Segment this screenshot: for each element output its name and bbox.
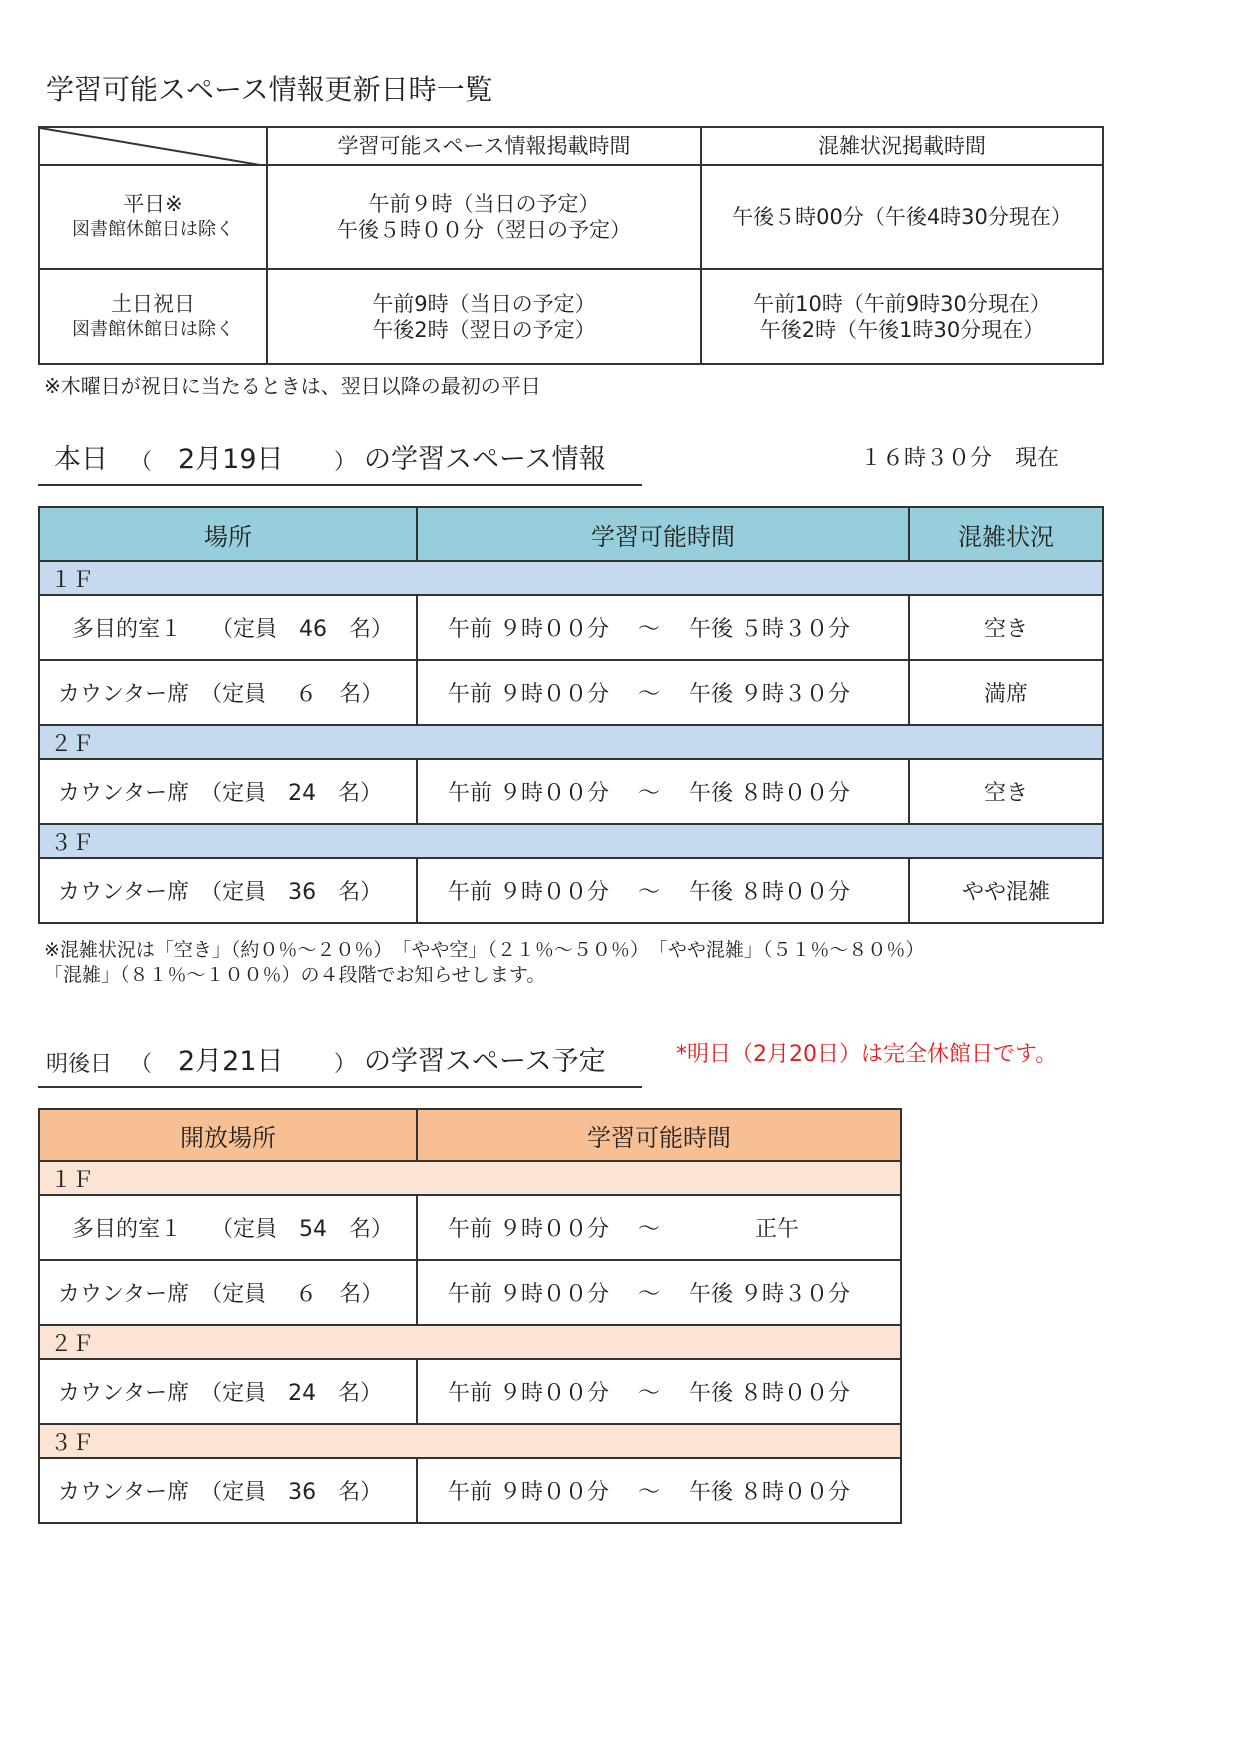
table-row-place: カウンター席 （定員 36 名） — [39, 858, 417, 923]
plan-suffix: の学習スペース予定 — [364, 1046, 606, 1077]
table-row-place: カウンター席 （定員 ６ 名） — [39, 660, 417, 725]
current-time-suffix: 現在 — [1015, 446, 1060, 471]
plan-floor-1: １Ｆ — [39, 1161, 901, 1195]
status-badge: やや混雑 — [909, 858, 1103, 923]
table-row-place: 多目的室１ （定員 46 名） — [39, 595, 417, 660]
today-floor-1: １Ｆ — [39, 561, 1103, 595]
today-header-status: 混雑状況 — [909, 507, 1103, 561]
diagonal-line — [40, 128, 266, 166]
weekend-sub: 図書館休館日は除く — [72, 318, 234, 340]
weekday-sub: 図書館休館日は除く — [72, 219, 234, 240]
table-row-hours: 午前 ９時００分 ～ 午後 ５時３０分 — [417, 595, 909, 660]
schedule-table — [38, 126, 1104, 365]
table-row-hours: 午前 ９時００分 ～ 午後 ９時３０分 — [417, 660, 909, 725]
col-congestion-header: 混雑状況掲載時間 — [701, 127, 1103, 165]
plan-date: 2月21日 — [178, 1046, 284, 1077]
table-row-place: 多目的室１ （定員 54 名） — [39, 1195, 417, 1260]
table-row-place: カウンター席 （定員 36 名） — [39, 1458, 417, 1523]
weekday-cell — [39, 165, 267, 269]
plan-open-paren: （ — [130, 1052, 153, 1077]
congestion-note — [44, 938, 924, 988]
table-row-place: カウンター席 （定員 24 名） — [39, 759, 417, 824]
weekend-congestion-1: 午前10時（午前9時30分現在） — [753, 291, 1051, 316]
weekend-label: 土日祝日 — [111, 291, 195, 316]
plan-header-place: 開放場所 — [39, 1109, 417, 1161]
schedule-note: ※木曜日が祝日に当たるときは、翌日以降の最初の平日 — [44, 374, 541, 398]
today-header-hours: 学習可能時間 — [417, 507, 909, 561]
weekday-label: 平日※ — [123, 192, 183, 216]
current-time — [860, 441, 1059, 472]
weekday-congestion-1: 午後５時00分（午後4時30分現在） — [732, 205, 1072, 229]
plan-floor-3: ３Ｆ — [39, 1424, 901, 1458]
plan-table — [38, 1108, 902, 1524]
today-header-place: 場所 — [39, 507, 417, 561]
closed-day-note: *明日（2月20日）は完全休館日です。 — [676, 1042, 1058, 1067]
weekday-space-2: 午後５時００分（翌日の予定） — [337, 218, 631, 242]
congestion-note-line-1: ※混雑状況は「空き」（約０％～２０％） 「やや空」（２１％～５０％） 「やや混雑」（５１％～８０％） — [44, 939, 925, 961]
corner-cell — [39, 127, 267, 165]
today-floor-2: ２Ｆ — [39, 725, 1103, 759]
weekday-space-times — [267, 165, 701, 269]
schedule-title: 学習可能スペース情報更新日時一覧 — [46, 73, 493, 106]
weekend-congestion-2: 午後2時（午後1時30分現在） — [759, 317, 1045, 342]
weekday-space-1: 午前９時（当日の予定） — [368, 192, 600, 216]
current-time-value: １６時３０分 — [860, 446, 993, 471]
plan-close-paren: ） — [334, 1052, 357, 1077]
today-heading — [38, 434, 642, 486]
plan-heading — [38, 1036, 642, 1088]
weekday-congestion-times — [701, 165, 1103, 269]
weekend-space-times — [267, 269, 701, 364]
weekend-space-2: 午後2時（翌日の予定） — [372, 317, 596, 342]
status-badge: 空き — [909, 595, 1103, 660]
today-open-paren: （ — [130, 450, 153, 475]
status-badge: 満席 — [909, 660, 1103, 725]
table-row-place: カウンター席 （定員 24 名） — [39, 1359, 417, 1424]
weekend-congestion-times — [701, 269, 1103, 364]
table-row-hours: 午前 ９時００分 ～ 午後 ８時００分 — [417, 1359, 901, 1424]
today-prefix: 本日 — [54, 444, 108, 475]
table-row-hours: 午前 ９時００分 ～ 午後 ８時００分 — [417, 858, 909, 923]
table-row-place: カウンター席 （定員 ６ 名） — [39, 1260, 417, 1325]
plan-floor-2: ２Ｆ — [39, 1325, 901, 1359]
table-row-hours: 午前 ９時００分 ～ 午後 ８時００分 — [417, 759, 909, 824]
today-floor-3: ３Ｆ — [39, 824, 1103, 858]
status-badge: 空き — [909, 759, 1103, 824]
today-date: 2月19日 — [178, 444, 284, 475]
plan-prefix: 明後日 — [46, 1052, 113, 1077]
congestion-note-line-2: 「混雑」（８１％～１００％）の４段階でお知らせします。 — [44, 964, 546, 986]
plan-header-hours: 学習可能時間 — [417, 1109, 901, 1161]
weekend-space-1: 午前9時（当日の予定） — [372, 291, 596, 316]
table-row-hours: 午前 ９時００分 ～ 午後 ９時３０分 — [417, 1260, 901, 1325]
col-space-header: 学習可能スペース情報掲載時間 — [267, 127, 701, 165]
weekend-cell — [39, 269, 267, 364]
table-row-hours: 午前 ９時００分 ～ 正午 — [417, 1195, 901, 1260]
today-close-paren: ） — [334, 450, 357, 475]
today-table — [38, 506, 1104, 924]
today-suffix: の学習スペース情報 — [364, 444, 606, 475]
table-row-hours: 午前 ９時００分 ～ 午後 ８時００分 — [417, 1458, 901, 1523]
